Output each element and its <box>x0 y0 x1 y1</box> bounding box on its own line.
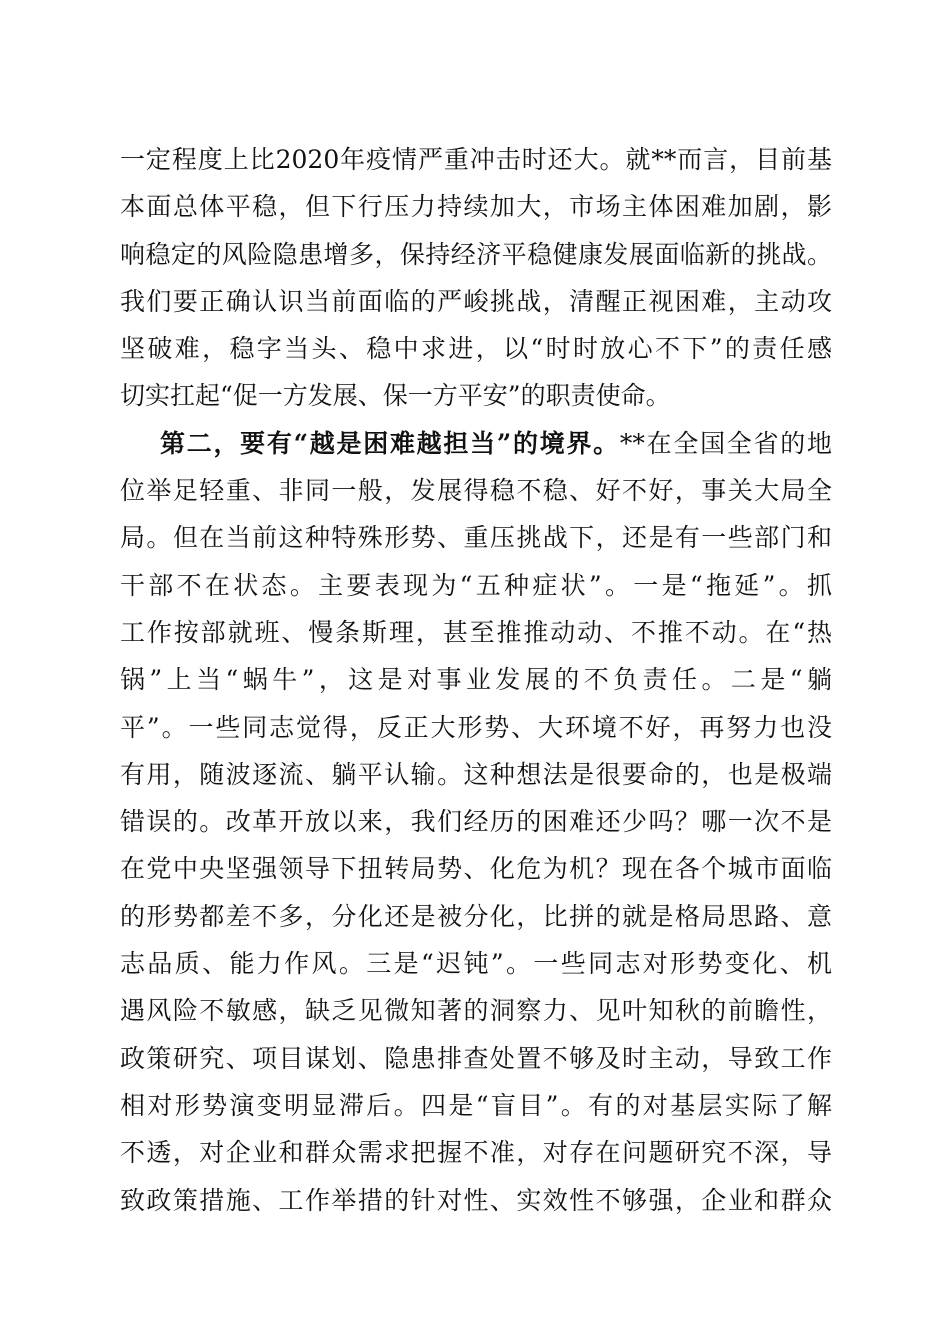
text-run: **在全国全省的地 <box>619 428 832 458</box>
text-line: 致政策措施、工作举措的针对性、实效性不够强，企业和群众 <box>120 1185 832 1215</box>
text-line: 平”。一些同志觉得，反正大形势、大环境不好，再努力也没 <box>120 712 832 742</box>
text-line: 锅”上当“蜗牛”，这是对事业发展的不负责任。二是“躺 <box>120 665 832 695</box>
text-line: 切实扛起“促一方发展、保一方平安”的职责使命。 <box>120 381 671 411</box>
text-line: 政策研究、项目谋划、隐患排查处置不够及时主动，导致工作 <box>120 1043 832 1073</box>
text-line: 局。但在当前这种特殊形势、重压挑战下，还是有一些部门和 <box>120 523 832 553</box>
text-line: 我们要正确认识当前面临的严峻挑战，清醒正视困难，主动攻 <box>120 286 832 316</box>
text-line: 志品质、能力作风。三是“迟钝”。一些同志对形势变化、机 <box>120 949 832 979</box>
text-line: 不透，对企业和群众需求把握不准，对存在问题研究不深，导 <box>120 1138 832 1168</box>
text-line: 工作按部就班、慢条斯理，甚至推推动动、不推不动。在“热 <box>120 617 832 647</box>
text-line: 位举足轻重、非同一般，发展得稳不稳、好不好，事关大局全 <box>120 476 832 506</box>
document-body <box>120 136 832 1224</box>
paragraph-first-line <box>120 420 832 467</box>
section-heading: 第二，要有“越是困难越担当”的境界。 <box>160 428 620 458</box>
text-line: 响稳定的风险隐患增多，保持经济平稳健康发展面临新的挑战。 <box>120 239 832 269</box>
text-line: 遇风险不敏感，缺乏见微知著的洞察力、见叶知秋的前瞻性， <box>120 996 832 1026</box>
text-line: 坚破难，稳字当头、稳中求进，以“时时放心不下”的责任感 <box>120 334 832 364</box>
paragraph-1 <box>120 136 832 420</box>
text-line: 的形势都差不多，分化还是被分化，比拼的就是格局思路、意 <box>120 901 832 931</box>
text-line: 错误的。改革开放以来，我们经历的困难还少吗？哪一次不是 <box>120 807 832 837</box>
text-line: 在党中央坚强领导下扭转局势、化危为机？现在各个城市面临 <box>120 854 832 884</box>
text-line: 有用，随波逐流、躺平认输。这种想法是很要命的，也是极端 <box>120 759 832 789</box>
text-line: 本面总体平稳，但下行压力持续加大，市场主体困难加剧，影 <box>120 192 832 222</box>
text-line: 相对形势演变明显滞后。四是“盲目”。有的对基层实际了解 <box>120 1090 832 1120</box>
paragraph-2 <box>120 420 832 1224</box>
text-line: 干部不在状态。主要表现为“五种症状”。一是“拖延”。抓 <box>120 570 832 600</box>
text-line: 一定程度上比2020年疫情严重冲击时还大。就**而言，目前基 <box>120 145 832 174</box>
